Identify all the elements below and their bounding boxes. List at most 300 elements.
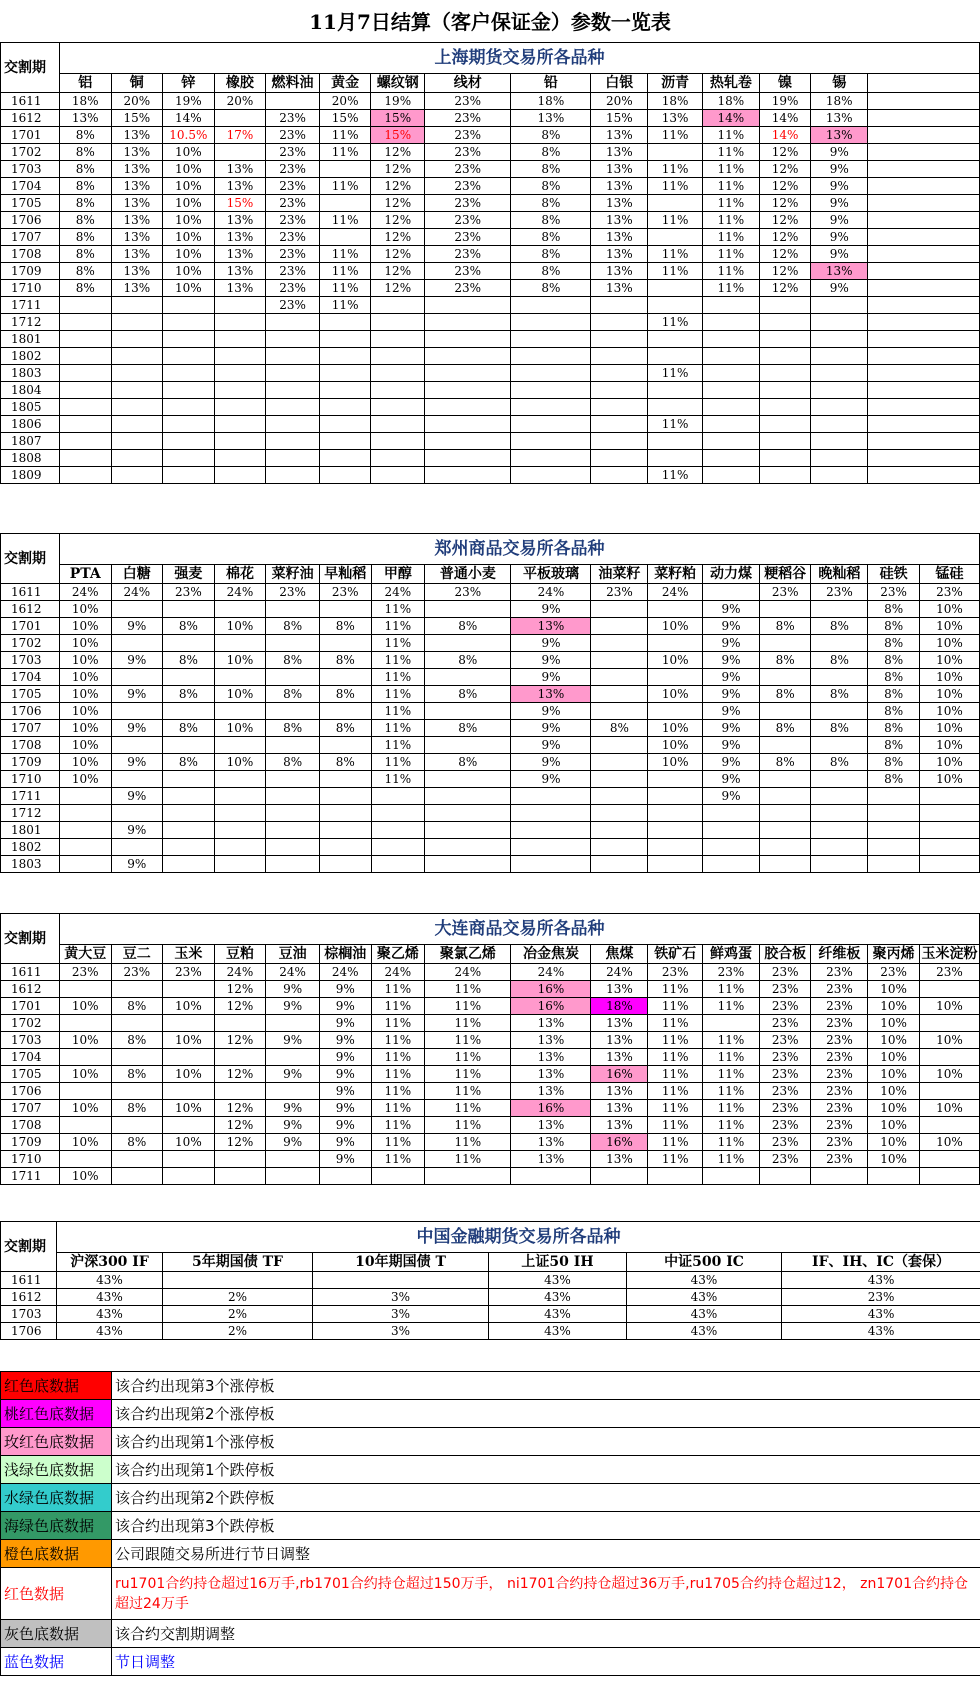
margin-cell: 10% bbox=[648, 618, 703, 635]
margin-cell: 23% bbox=[868, 964, 920, 981]
margin-cell: 11% bbox=[648, 1117, 703, 1134]
margin-cell bbox=[425, 1168, 511, 1185]
margin-cell: 11% bbox=[648, 314, 703, 331]
margin-cell bbox=[759, 416, 811, 433]
margin-cell bbox=[591, 856, 648, 873]
margin-cell: 10% bbox=[59, 771, 111, 788]
margin-cell bbox=[759, 737, 811, 754]
margin-cell: 8% bbox=[111, 998, 163, 1015]
margin-cell: 8% bbox=[425, 754, 511, 771]
margin-cell: 9% bbox=[111, 856, 163, 873]
margin-cell: 13% bbox=[59, 110, 111, 127]
margin-cell bbox=[591, 1168, 648, 1185]
margin-cell bbox=[319, 382, 371, 399]
page-title: 11月7日结算（客户保证金）参数一览表 bbox=[309, 10, 671, 34]
margin-cell: 12% bbox=[371, 144, 425, 161]
exchange-header: 中国金融期货交易所各品种 bbox=[57, 1222, 980, 1253]
margin-cell: 11% bbox=[648, 246, 703, 263]
delivery-period: 1611 bbox=[1, 1272, 57, 1289]
margin-cell: 8% bbox=[868, 703, 920, 720]
margin-cell bbox=[425, 467, 511, 484]
margin-cell: 20% bbox=[591, 93, 648, 110]
blank-cell bbox=[868, 280, 980, 297]
margin-cell: 13% bbox=[591, 280, 648, 297]
margin-cell bbox=[919, 822, 979, 839]
margin-cell bbox=[319, 839, 371, 856]
table-row bbox=[1, 601, 980, 618]
margin-cell: 17% bbox=[214, 127, 266, 144]
margin-cell: 12% bbox=[371, 280, 425, 297]
margin-cell bbox=[214, 788, 266, 805]
margin-cell bbox=[425, 839, 511, 856]
product-column-header: 中证500 IC bbox=[627, 1253, 782, 1272]
margin-cell bbox=[319, 331, 371, 348]
table-row bbox=[1, 964, 980, 981]
product-column-header: 5年期国债 TF bbox=[163, 1253, 313, 1272]
margin-cell: 43% bbox=[782, 1272, 980, 1289]
margin-cell: 23% bbox=[811, 1151, 868, 1168]
product-column-header: 晚籼稻 bbox=[811, 565, 868, 584]
margin-cell bbox=[648, 669, 703, 686]
margin-cell bbox=[759, 771, 811, 788]
product-column-header: 玉米淀粉 bbox=[919, 945, 979, 964]
product-column-header: 白糖 bbox=[111, 565, 163, 584]
margin-cell: 12% bbox=[759, 161, 811, 178]
margin-cell: 13% bbox=[111, 127, 163, 144]
margin-cell: 8% bbox=[59, 144, 111, 161]
margin-cell bbox=[111, 365, 163, 382]
margin-cell: 10% bbox=[59, 1168, 111, 1185]
margin-cell bbox=[266, 1015, 320, 1032]
margin-cell bbox=[919, 1151, 979, 1168]
margin-cell: 11% bbox=[371, 1066, 425, 1083]
blank-cell bbox=[868, 433, 980, 450]
margin-cell: 18% bbox=[702, 93, 759, 110]
dce-margin-table bbox=[0, 913, 980, 1185]
margin-cell bbox=[425, 771, 511, 788]
table-row bbox=[1, 1134, 980, 1151]
margin-cell: 11% bbox=[648, 1083, 703, 1100]
margin-cell: 43% bbox=[627, 1306, 782, 1323]
legend-color-label: 蓝色数据 bbox=[1, 1648, 112, 1676]
table-row bbox=[1, 1100, 980, 1117]
margin-cell bbox=[811, 416, 868, 433]
margin-cell: 8% bbox=[59, 280, 111, 297]
margin-cell bbox=[591, 771, 648, 788]
margin-cell: 11% bbox=[425, 1015, 511, 1032]
table-row bbox=[1, 1289, 980, 1306]
table-row bbox=[1, 981, 980, 998]
margin-cell: 15% bbox=[591, 110, 648, 127]
margin-cell bbox=[591, 754, 648, 771]
margin-cell bbox=[703, 856, 760, 873]
margin-cell bbox=[313, 1272, 489, 1289]
margin-cell bbox=[703, 1168, 760, 1185]
margin-cell: 11% bbox=[319, 246, 371, 263]
margin-cell bbox=[511, 382, 591, 399]
margin-cell bbox=[511, 416, 591, 433]
table-row bbox=[1, 584, 980, 601]
margin-cell bbox=[648, 348, 703, 365]
margin-cell: 9% bbox=[111, 754, 163, 771]
margin-cell bbox=[319, 856, 371, 873]
margin-cell bbox=[163, 856, 215, 873]
margin-cell bbox=[59, 1151, 111, 1168]
margin-cell: 8% bbox=[59, 127, 111, 144]
margin-cell: 9% bbox=[319, 1015, 371, 1032]
margin-cell: 23% bbox=[425, 584, 511, 601]
margin-cell bbox=[266, 601, 320, 618]
margin-cell: 12% bbox=[759, 246, 811, 263]
margin-cell: 9% bbox=[703, 788, 760, 805]
margin-cell: 8% bbox=[425, 652, 511, 669]
delivery-period: 1804 bbox=[1, 382, 60, 399]
margin-cell bbox=[703, 822, 760, 839]
margin-cell bbox=[648, 229, 703, 246]
margin-cell: 9% bbox=[511, 771, 591, 788]
margin-cell: 8% bbox=[59, 161, 111, 178]
product-column-header: 棉花 bbox=[214, 565, 266, 584]
margin-cell bbox=[591, 635, 648, 652]
blank-cell bbox=[868, 314, 980, 331]
margin-cell bbox=[511, 467, 591, 484]
margin-cell bbox=[371, 788, 425, 805]
product-column-header: 锡 bbox=[811, 74, 868, 93]
product-column-header: 线材 bbox=[425, 74, 511, 93]
margin-cell: 15% bbox=[371, 127, 425, 144]
margin-cell: 9% bbox=[111, 686, 163, 703]
margin-cell: 24% bbox=[266, 964, 320, 981]
margin-cell bbox=[759, 669, 811, 686]
margin-cell bbox=[163, 981, 215, 998]
margin-cell: 13% bbox=[591, 981, 648, 998]
margin-cell bbox=[371, 856, 425, 873]
margin-cell bbox=[811, 450, 868, 467]
margin-cell: 9% bbox=[703, 686, 760, 703]
margin-cell bbox=[759, 788, 811, 805]
margin-cell bbox=[214, 144, 266, 161]
product-column-header: 早籼稻 bbox=[319, 565, 371, 584]
blank-cell bbox=[868, 229, 980, 246]
margin-cell: 8% bbox=[511, 178, 591, 195]
margin-cell: 11% bbox=[425, 1117, 511, 1134]
margin-cell: 24% bbox=[425, 964, 511, 981]
margin-cell: 11% bbox=[703, 1066, 760, 1083]
margin-cell bbox=[163, 737, 215, 754]
margin-cell: 8% bbox=[511, 144, 591, 161]
margin-cell: 8% bbox=[868, 652, 920, 669]
margin-cell: 23% bbox=[163, 584, 215, 601]
margin-cell: 20% bbox=[319, 93, 371, 110]
margin-cell bbox=[163, 1168, 215, 1185]
margin-cell bbox=[759, 348, 811, 365]
product-column-header: 聚丙烯 bbox=[868, 945, 920, 964]
table-row bbox=[1, 280, 980, 297]
margin-cell bbox=[702, 467, 759, 484]
legend-description: 该合约交割期调整 bbox=[112, 1620, 980, 1648]
margin-cell bbox=[759, 1168, 811, 1185]
margin-cell: 10% bbox=[868, 981, 920, 998]
blank-cell bbox=[868, 246, 980, 263]
margin-cell: 23% bbox=[591, 584, 648, 601]
margin-cell: 8% bbox=[868, 754, 920, 771]
margin-cell: 11% bbox=[425, 1100, 511, 1117]
margin-cell: 13% bbox=[214, 178, 266, 195]
margin-cell bbox=[59, 1083, 111, 1100]
margin-cell: 11% bbox=[425, 1151, 511, 1168]
margin-cell: 9% bbox=[703, 618, 760, 635]
margin-cell: 9% bbox=[319, 981, 371, 998]
margin-cell bbox=[214, 1151, 266, 1168]
margin-cell: 23% bbox=[811, 998, 868, 1015]
margin-cell: 11% bbox=[371, 720, 425, 737]
margin-cell: 13% bbox=[511, 1134, 591, 1151]
margin-cell: 11% bbox=[702, 161, 759, 178]
margin-cell bbox=[919, 839, 979, 856]
margin-cell bbox=[759, 703, 811, 720]
table-row bbox=[1, 839, 980, 856]
margin-cell: 10% bbox=[59, 669, 111, 686]
margin-cell: 43% bbox=[57, 1272, 163, 1289]
margin-cell: 23% bbox=[759, 1032, 811, 1049]
margin-cell bbox=[919, 1083, 979, 1100]
blank-cell bbox=[868, 416, 980, 433]
margin-cell: 24% bbox=[371, 964, 425, 981]
margin-cell bbox=[163, 1015, 215, 1032]
margin-cell: 10% bbox=[919, 771, 979, 788]
delivery-period-header: 交割期 bbox=[1, 914, 60, 964]
margin-cell: 43% bbox=[782, 1306, 980, 1323]
margin-cell: 12% bbox=[759, 178, 811, 195]
margin-cell: 10% bbox=[163, 195, 215, 212]
margin-cell: 10% bbox=[59, 1134, 111, 1151]
table-row bbox=[1, 1117, 980, 1134]
margin-cell: 18% bbox=[811, 93, 868, 110]
margin-cell bbox=[59, 981, 111, 998]
margin-cell: 43% bbox=[57, 1306, 163, 1323]
product-column-header: 棕榈油 bbox=[319, 945, 371, 964]
margin-cell bbox=[371, 467, 425, 484]
table-row bbox=[1, 1151, 980, 1168]
margin-cell: 23% bbox=[703, 964, 760, 981]
margin-cell: 18% bbox=[511, 93, 591, 110]
margin-cell bbox=[702, 297, 759, 314]
margin-cell bbox=[163, 297, 215, 314]
margin-cell: 10% bbox=[919, 737, 979, 754]
margin-cell: 11% bbox=[371, 618, 425, 635]
legend-row bbox=[1, 1428, 980, 1456]
margin-cell bbox=[214, 365, 266, 382]
margin-cell bbox=[425, 399, 511, 416]
margin-cell: 13% bbox=[811, 263, 868, 280]
margin-cell: 23% bbox=[759, 998, 811, 1015]
margin-cell bbox=[811, 467, 868, 484]
margin-cell bbox=[648, 822, 703, 839]
margin-cell: 11% bbox=[648, 1100, 703, 1117]
legend-description: ru1701合约持仓超过16万手,rb1701合约持仓超过150万手， ni1701合约持仓超过36万手,ru1705合约持仓超过12， zn1701合约持仓超过24万手 bbox=[112, 1568, 980, 1620]
table-row bbox=[1, 297, 980, 314]
margin-cell: 10% bbox=[163, 263, 215, 280]
margin-cell bbox=[266, 331, 320, 348]
blank-cell bbox=[868, 297, 980, 314]
blank-cell bbox=[868, 365, 980, 382]
margin-cell: 43% bbox=[489, 1289, 627, 1306]
margin-cell: 24% bbox=[214, 584, 266, 601]
margin-cell: 12% bbox=[759, 195, 811, 212]
margin-cell: 9% bbox=[511, 737, 591, 754]
margin-cell bbox=[511, 788, 591, 805]
margin-cell bbox=[111, 331, 163, 348]
product-column-header: 菜籽油 bbox=[266, 565, 320, 584]
product-column-header: 豆二 bbox=[111, 945, 163, 964]
margin-cell bbox=[425, 703, 511, 720]
margin-cell bbox=[59, 839, 111, 856]
margin-cell: 15% bbox=[214, 195, 266, 212]
margin-cell bbox=[319, 635, 371, 652]
legend-color-label: 桃红色底数据 bbox=[1, 1400, 112, 1428]
margin-cell: 23% bbox=[811, 584, 868, 601]
margin-cell: 10% bbox=[59, 686, 111, 703]
margin-cell: 11% bbox=[371, 981, 425, 998]
margin-cell bbox=[811, 601, 868, 618]
delivery-period: 1807 bbox=[1, 433, 60, 450]
product-column-header: 菜籽粕 bbox=[648, 565, 703, 584]
margin-cell: 9% bbox=[811, 178, 868, 195]
margin-cell: 23% bbox=[811, 1066, 868, 1083]
margin-cell bbox=[591, 450, 648, 467]
margin-cell: 12% bbox=[759, 280, 811, 297]
margin-cell: 12% bbox=[214, 998, 266, 1015]
margin-cell: 23% bbox=[759, 1100, 811, 1117]
table-row bbox=[1, 178, 980, 195]
delivery-period: 1612 bbox=[1, 110, 60, 127]
margin-cell bbox=[702, 416, 759, 433]
margin-cell bbox=[591, 382, 648, 399]
margin-cell: 9% bbox=[111, 788, 163, 805]
margin-cell bbox=[371, 399, 425, 416]
margin-cell: 23% bbox=[425, 93, 511, 110]
margin-cell bbox=[266, 433, 320, 450]
margin-cell: 8% bbox=[868, 601, 920, 618]
margin-cell: 13% bbox=[511, 686, 591, 703]
legend-description: 该合约出现第3个涨停板 bbox=[112, 1372, 980, 1400]
margin-cell: 9% bbox=[703, 771, 760, 788]
margin-cell: 11% bbox=[371, 1049, 425, 1066]
margin-cell: 11% bbox=[425, 1032, 511, 1049]
margin-cell bbox=[214, 856, 266, 873]
margin-cell: 9% bbox=[266, 1117, 320, 1134]
margin-cell bbox=[919, 1015, 979, 1032]
margin-cell: 13% bbox=[591, 212, 648, 229]
margin-cell bbox=[759, 450, 811, 467]
margin-cell bbox=[214, 839, 266, 856]
margin-cell: 13% bbox=[591, 144, 648, 161]
margin-cell bbox=[811, 805, 868, 822]
margin-cell: 12% bbox=[214, 981, 266, 998]
margin-cell bbox=[919, 788, 979, 805]
margin-cell: 8% bbox=[759, 720, 811, 737]
table-row bbox=[1, 348, 980, 365]
margin-cell bbox=[214, 703, 266, 720]
margin-cell bbox=[811, 669, 868, 686]
margin-cell bbox=[266, 771, 320, 788]
legend-color-label: 浅绿色底数据 bbox=[1, 1456, 112, 1484]
margin-cell: 8% bbox=[811, 652, 868, 669]
margin-cell bbox=[811, 856, 868, 873]
table-row bbox=[1, 195, 980, 212]
margin-cell: 10% bbox=[163, 1100, 215, 1117]
margin-cell bbox=[511, 331, 591, 348]
margin-cell: 10% bbox=[919, 686, 979, 703]
margin-cell bbox=[702, 382, 759, 399]
margin-cell bbox=[266, 365, 320, 382]
margin-cell: 10% bbox=[868, 1015, 920, 1032]
margin-cell bbox=[811, 314, 868, 331]
margin-cell: 8% bbox=[511, 229, 591, 246]
margin-cell: 23% bbox=[759, 1117, 811, 1134]
margin-cell bbox=[319, 805, 371, 822]
delivery-period: 1710 bbox=[1, 771, 60, 788]
margin-cell: 10% bbox=[163, 161, 215, 178]
table-row bbox=[1, 754, 980, 771]
margin-cell bbox=[163, 822, 215, 839]
margin-cell bbox=[111, 1151, 163, 1168]
margin-cell bbox=[648, 1168, 703, 1185]
margin-cell bbox=[371, 314, 425, 331]
legend-row bbox=[1, 1400, 980, 1428]
margin-cell: 23% bbox=[759, 964, 811, 981]
delivery-period: 1808 bbox=[1, 450, 60, 467]
margin-cell: 11% bbox=[319, 144, 371, 161]
legend-table bbox=[0, 1371, 980, 1676]
margin-cell: 13% bbox=[591, 178, 648, 195]
product-column-header: 黄金 bbox=[319, 74, 371, 93]
margin-cell bbox=[319, 1168, 371, 1185]
margin-cell: 9% bbox=[703, 635, 760, 652]
margin-cell: 12% bbox=[759, 144, 811, 161]
margin-cell bbox=[111, 1049, 163, 1066]
margin-cell: 23% bbox=[811, 964, 868, 981]
margin-cell bbox=[266, 399, 320, 416]
margin-cell bbox=[703, 1015, 760, 1032]
margin-cell: 11% bbox=[319, 127, 371, 144]
margin-cell: 11% bbox=[371, 1100, 425, 1117]
margin-cell bbox=[163, 348, 215, 365]
margin-cell: 11% bbox=[319, 212, 371, 229]
margin-cell: 8% bbox=[266, 652, 320, 669]
margin-cell bbox=[425, 635, 511, 652]
margin-cell: 13% bbox=[591, 1049, 648, 1066]
margin-cell bbox=[214, 331, 266, 348]
blank-cell bbox=[868, 382, 980, 399]
margin-cell bbox=[163, 1151, 215, 1168]
margin-cell bbox=[591, 686, 648, 703]
margin-cell bbox=[214, 433, 266, 450]
legend-description: 该合约出现第1个跌停板 bbox=[112, 1456, 980, 1484]
margin-cell: 8% bbox=[811, 754, 868, 771]
margin-cell bbox=[425, 382, 511, 399]
margin-cell: 8% bbox=[319, 618, 371, 635]
margin-cell: 11% bbox=[703, 1151, 760, 1168]
margin-cell bbox=[371, 433, 425, 450]
margin-cell bbox=[214, 110, 266, 127]
margin-cell: 15% bbox=[319, 110, 371, 127]
margin-cell: 13% bbox=[811, 127, 868, 144]
margin-cell bbox=[111, 297, 163, 314]
margin-cell: 23% bbox=[759, 1134, 811, 1151]
product-column-header: 平板玻璃 bbox=[511, 565, 591, 584]
margin-cell: 13% bbox=[591, 246, 648, 263]
